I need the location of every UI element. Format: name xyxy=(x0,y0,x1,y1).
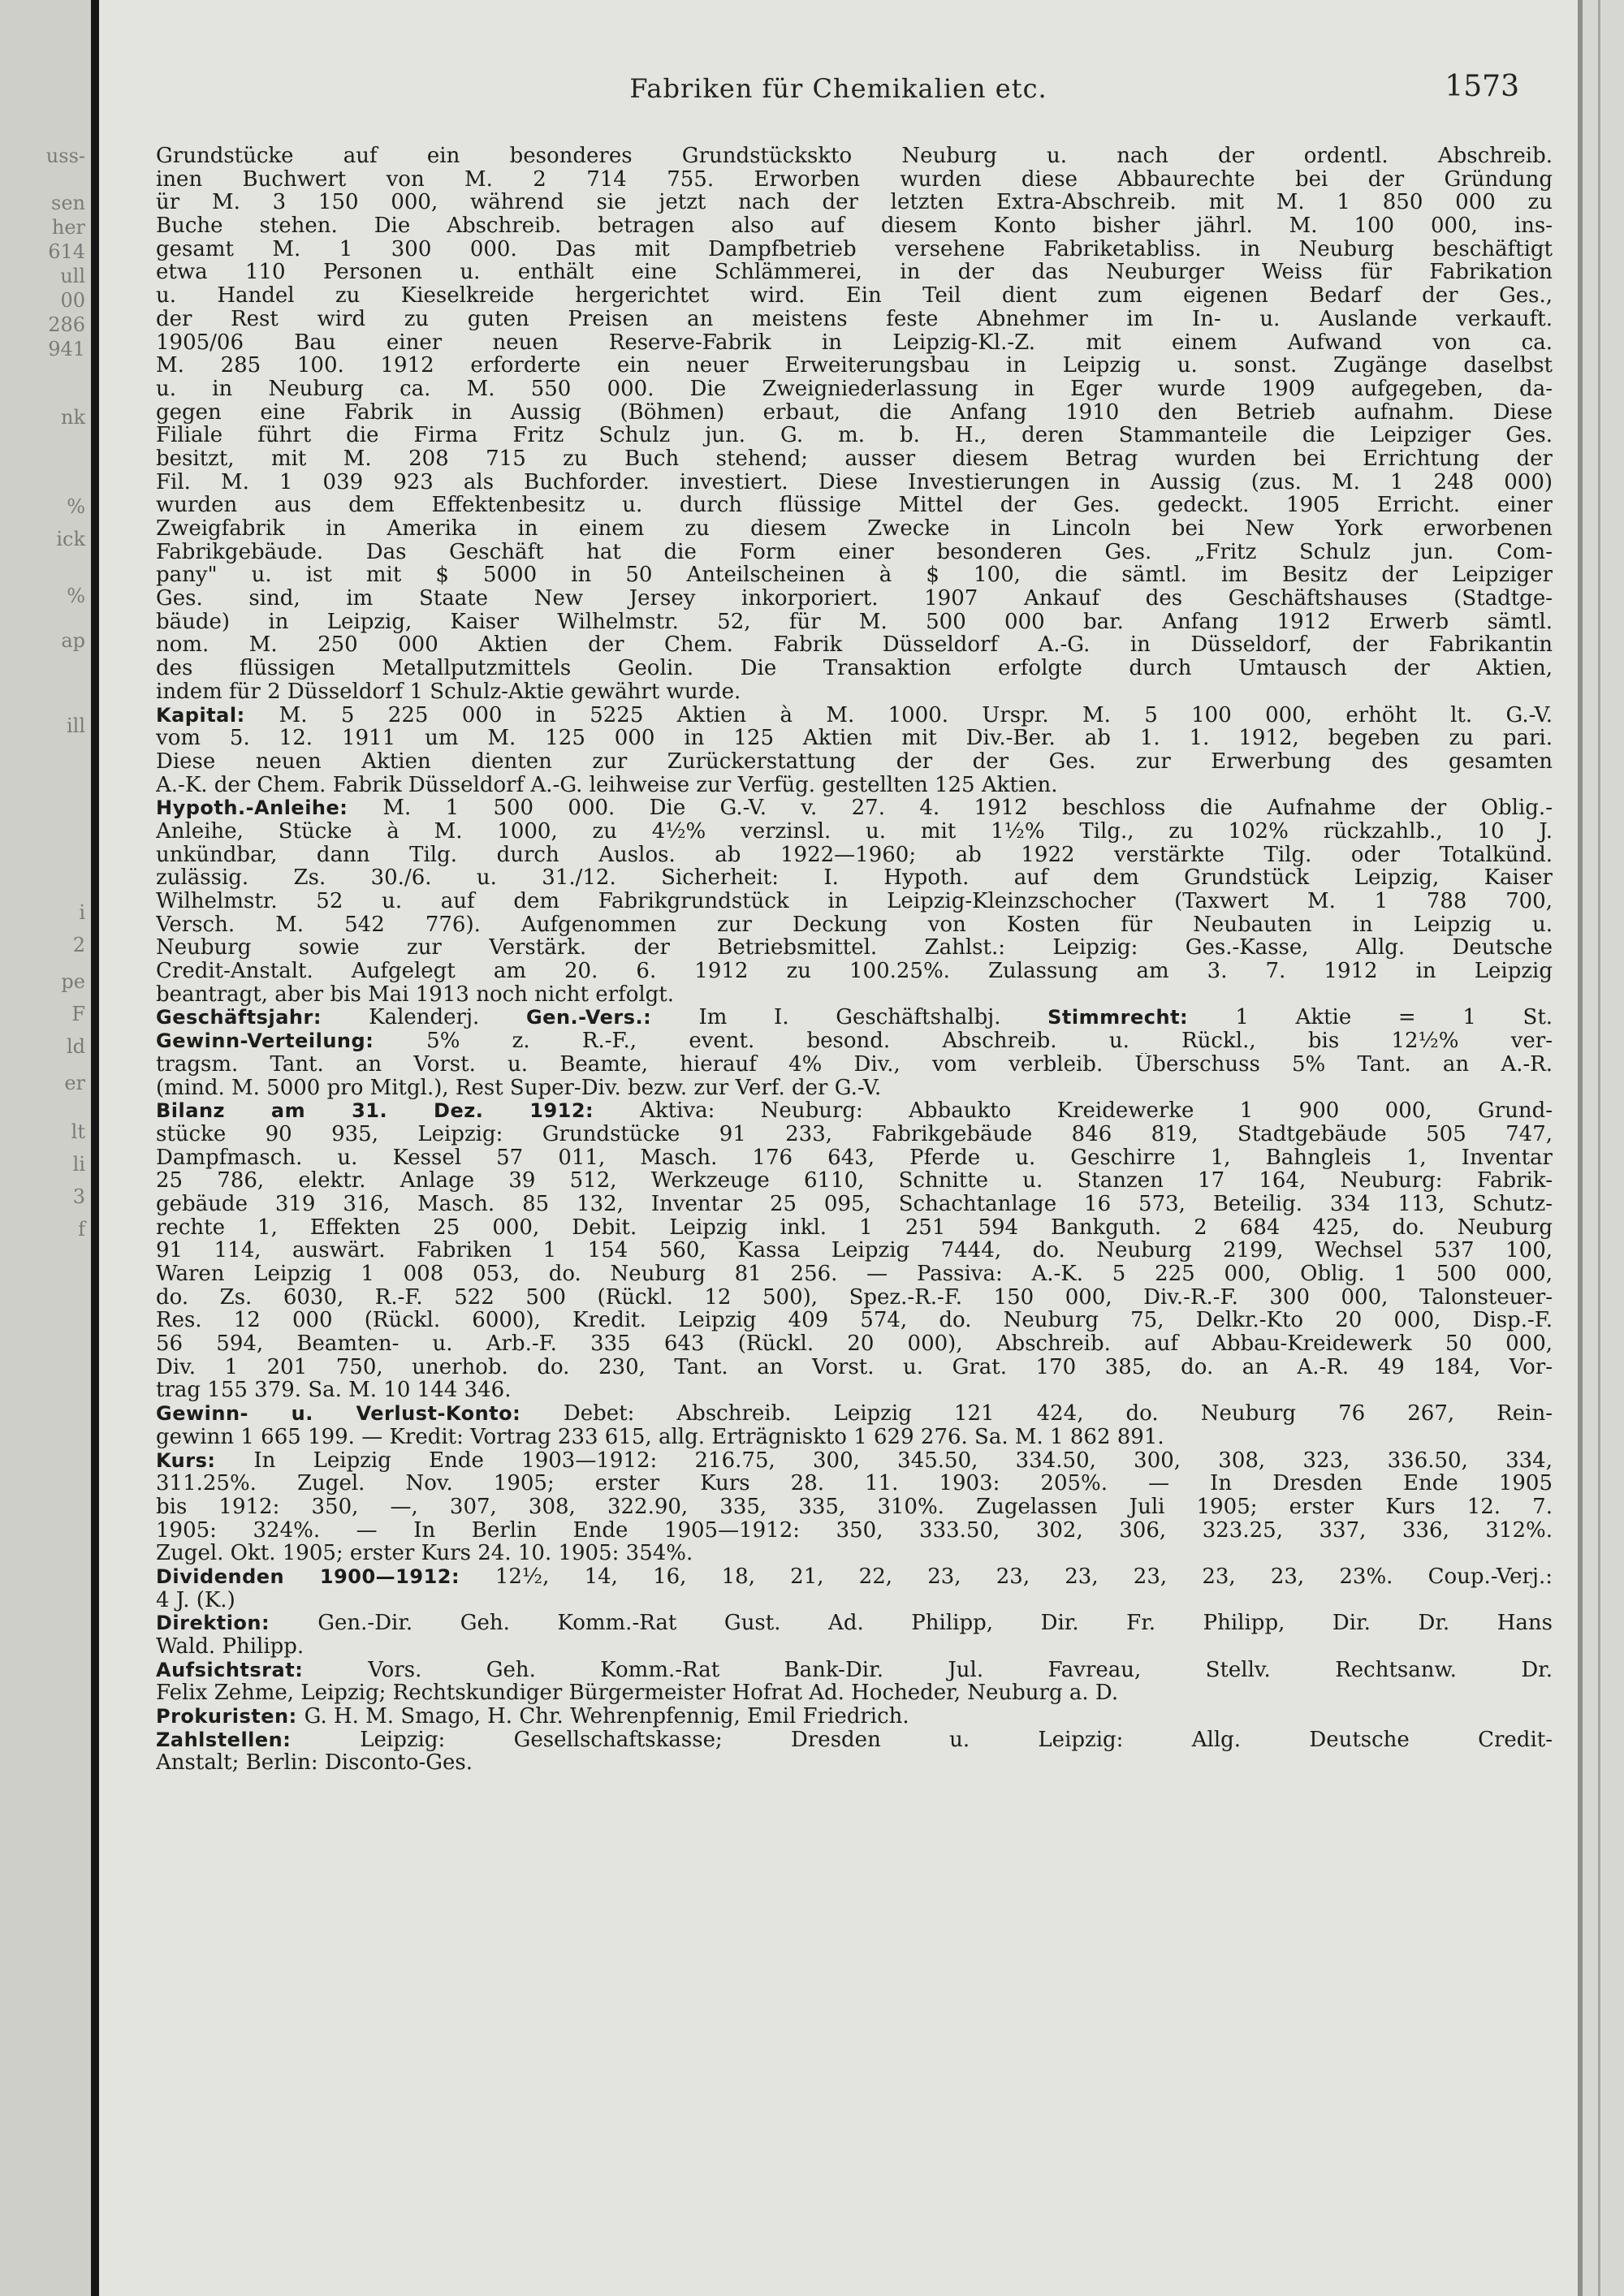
margin-fragment: 286 xyxy=(48,313,85,336)
text-line xyxy=(156,447,1553,471)
text-run: G. H. M. Smago, H. Chr. Wehrenpfennig, Emil Friedrich. xyxy=(304,1705,909,1728)
text-line xyxy=(156,378,1553,401)
text-line xyxy=(156,866,1553,890)
text-run: ür M. 3 150 000, während sie jetzt nach der letzten Extra-Abschreib. mit M. 1 850 000 zu xyxy=(156,191,1553,215)
text-line xyxy=(156,587,1553,611)
text-line xyxy=(156,1332,1553,1356)
text-run: Felix Zehme, Leipzig; Rechtskundiger Bürgermeister Hofrat Ad. Hocheder, Neuburg a. D. xyxy=(156,1681,1119,1706)
text-run: Buche stehen. Die Abschreib. betragen also auf diesem Konto bisher jährl. M. 100 000, ins- xyxy=(156,214,1553,238)
text-run: Div. 1 201 750, unerhob. do. 230, Tant. an Vorst. u. Grat. 170 385, do. an A.-R. 49 184, Vor- xyxy=(156,1355,1553,1379)
text-run: rechte 1, Effekten 25 000, Debit. Leipzig inkl. 1 251 594 Bankguth. 2 684 425, do. Neuburg xyxy=(156,1215,1553,1240)
text-run: 56 594, Beamten- u. Arb.-F. 335 643 (Rückl. 20 000), Abschreib. auf Abbau-Kreidewerk 50 000, xyxy=(156,1332,1553,1356)
text-run: 311.25%. Zugel. Nov. 1905; erster Kurs 28. 11. 1903: 205%. — In Dresden Ende 1905 xyxy=(156,1472,1553,1495)
margin-fragment: i xyxy=(79,901,85,924)
text-line xyxy=(156,936,1553,960)
page-number: 1573 xyxy=(1445,70,1519,103)
section-label: Gen.-Vers.: xyxy=(525,1006,699,1029)
text-line xyxy=(156,1286,1553,1310)
text-run: 25 786, elektr. Anlage 39 512, Werkzeuge 6110, Schnitte u. Stanzen 17 164, Neuburg: Fabrik- xyxy=(156,1169,1553,1193)
text-line xyxy=(156,1123,1553,1146)
text-run: Wilhelmstr. 52 u. auf dem Fabrikgrundstück in Leipzig-Kleinzschocher (Taxwert M. 1 788 700, xyxy=(156,890,1553,913)
text-run: pany" u. ist mit $ 5000 in 50 Anteilscheinen à $ 100, die sämtl. im Besitz der Leipziger xyxy=(156,563,1553,588)
text-run: Vors. Geh. Komm.-Rat Bank-Dir. Jul. Favreau, Stellv. Rechtsanw. Dr. xyxy=(368,1658,1553,1682)
text-run: bäude) in Leipzig, Kaiser Wilhelmstr. 52, für M. 500 000 bar. Anfang 1912 Erwerb sämtl. xyxy=(156,610,1553,634)
text-line xyxy=(156,214,1553,238)
text-run: stücke 90 935, Leipzig: Grundstücke 91 233, Fabrikgebäude 846 819, Stadtgebäude 505 747, xyxy=(156,1122,1553,1146)
text-run: besitzt, mit M. 208 715 zu Buch stehend; ausser diesem Betrag wurden bei Errichtung der xyxy=(156,447,1553,471)
text-line xyxy=(156,796,1553,820)
text-line xyxy=(156,1006,1553,1029)
margin-fragment: her xyxy=(51,216,85,239)
text-run: gesamt M. 1 300 000. Das mit Dampfbetrieb versehene Fabriketabliss. in Neuburg beschäftigt xyxy=(156,237,1553,261)
book-gutter xyxy=(91,0,99,2296)
text-line xyxy=(156,611,1553,634)
text-run: do. Zs. 6030, R.-F. 522 500 (Rückl. 12 500), Spez.-R.-F. 150 000, Div.-R.-F. 300 000, Talonsteuer- xyxy=(156,1285,1553,1310)
text-line xyxy=(156,1216,1553,1240)
text-run: inen Buchwert von M. 2 714 755. Erworben wurden diese Abbaurechte bei der Gründung xyxy=(156,167,1553,192)
text-run: (mind. M. 5000 pro Mitgl.), Rest Super-Div. bezw. zur Verf. der G.-V. xyxy=(156,1076,882,1100)
text-run: nom. M. 250 000 Aktien der Chem. Fabrik Düsseldorf A.-G. in Düsseldorf, der Fabrikantin xyxy=(156,633,1553,658)
margin-fragment: % xyxy=(67,585,85,607)
text-run: 4 J. (K.) xyxy=(156,1588,235,1612)
text-run: Wald. Philipp. xyxy=(156,1635,304,1659)
text-line xyxy=(156,1612,1553,1635)
text-run: In Leipzig Ende 1903—1912: 216.75, 300, 345.50, 334.50, 300, 308, 323, 336.50, 334, xyxy=(253,1448,1553,1473)
margin-fragment: 00 xyxy=(60,289,85,312)
text-line xyxy=(156,704,1553,727)
text-line xyxy=(156,517,1553,541)
text-line xyxy=(156,1099,1553,1123)
section-label: Gewinn- u. Verlust-Konto: xyxy=(156,1402,564,1426)
text-line xyxy=(156,261,1553,284)
text-line xyxy=(156,1053,1553,1077)
text-run: Versch. M. 542 776). Aufgenommen zur Deckung von Kosten für Neubauten in Leipzig u. xyxy=(156,913,1553,937)
margin-fragment: ap xyxy=(61,629,85,652)
text-run: 5% z. R.-F., event. besond. Abschreib. u. Rückl., bis 12½% ver- xyxy=(426,1029,1553,1053)
text-line xyxy=(156,1379,1553,1402)
text-line xyxy=(156,354,1553,378)
text-line xyxy=(156,1402,1553,1426)
text-line xyxy=(156,168,1553,192)
text-run: M. 1 500 000. Die G.-V. v. 27. 4. 1912 beschloss die Aufnahme der Oblig.- xyxy=(382,796,1553,820)
text-run: Neuburg sowie zur Verstärk. der Betriebsmittel. Zahlst.: Leipzig: Ges.-Kasse, Allg. Deutsche xyxy=(156,936,1553,960)
text-line xyxy=(156,1519,1553,1543)
text-run: u. in Neuburg ca. M. 550 000. Die Zweigniederlassung in Eger wurde 1909 aufgegeben, da- xyxy=(156,377,1553,401)
margin-fragment: 941 xyxy=(48,338,85,360)
text-line xyxy=(156,983,1553,1007)
text-line xyxy=(156,541,1553,564)
text-line xyxy=(156,820,1553,844)
text-run: Waren Leipzig 1 008 053, do. Neuburg 81 256. — Passiva: A.-K. 5 225 000, Oblig. 1 500 000, xyxy=(156,1262,1553,1286)
text-line xyxy=(156,1659,1553,1682)
text-line xyxy=(156,727,1553,750)
margin-fragment: pe xyxy=(61,970,85,993)
text-run: M. 5 225 000 in 5225 Aktien à M. 1000. Urspr. M. 5 100 000, erhöht lt. G.-V. xyxy=(279,703,1553,727)
text-run: 1905: 324%. — In Berlin Ende 1905—1912: 350, 333.50, 302, 306, 323.25, 337, 336, 312%. xyxy=(156,1518,1553,1543)
text-line xyxy=(156,633,1553,657)
section-label: Dividenden 1900—1912: xyxy=(156,1564,495,1588)
text-run: Anleihe, Stücke à M. 1000, zu 4½% verzinsl. u. mit 1½% Tilg., zu 102% rückzahlb., 10 J. xyxy=(156,819,1553,844)
margin-fragment: lt xyxy=(71,1120,85,1143)
text-line xyxy=(156,284,1553,308)
text-run: unkündbar, dann Tilg. durch Auslos. ab 1922—1960; ab 1922 verstärkte Tilg. oder Totalkünd. xyxy=(156,843,1553,867)
text-line xyxy=(156,238,1553,261)
section-label: Bilanz am 31. Dez. 1912: xyxy=(156,1099,641,1123)
margin-fragment: 3 xyxy=(72,1185,85,1208)
margin-fragment: 2 xyxy=(72,934,85,956)
text-line xyxy=(156,750,1553,774)
section-label: Geschäftsjahr: xyxy=(156,1006,369,1029)
section-label: Stimmrecht: xyxy=(1047,1006,1236,1029)
right-page-edge xyxy=(1578,0,1583,2296)
text-line xyxy=(156,1356,1553,1379)
text-run: gegen eine Fabrik in Aussig (Böhmen) erbaut, die Anfang 1910 den Betrieb aufnahm. Diese xyxy=(156,400,1553,425)
text-run: wurden aus dem Effektenbesitz u. durch flüssige Mittel der Ges. gedeckt. 1905 Erricht. einer xyxy=(156,494,1553,517)
text-run: gebäude 319 316, Masch. 85 132, Inventar 25 095, Schachtanlage 16 573, Beteilig. 334 113, Schutz- xyxy=(156,1192,1553,1216)
text-line xyxy=(156,913,1553,937)
text-run: Zugel. Okt. 1905; erster Kurs 24. 10. 1905: 354%. xyxy=(156,1542,693,1565)
text-run: 12½, 14, 16, 18, 21, 22, 23, 23, 23, 23, 23, 23, 23%. Coup.-Verj.: xyxy=(495,1564,1553,1589)
text-run: indem für 2 Düsseldorf 1 Schulz-Aktie gewährt wurde. xyxy=(156,680,741,704)
text-run: zulässig. Zs. 30./6. u. 31./12. Sicherheit: I. Hypoth. auf dem Grundstück Leipzig, Kaiser xyxy=(156,866,1553,890)
text-run: beantragt, aber bis Mai 1913 noch nicht erfolgt. xyxy=(156,982,675,1007)
margin-fragment: 614 xyxy=(48,240,85,263)
text-line xyxy=(156,191,1553,214)
text-run: M. 285 100. 1912 erforderte ein neuer Erweiterungsbau in Leipzig u. sonst. Zugänge daselbst xyxy=(156,354,1553,378)
right-page-edge-inner xyxy=(1598,0,1600,2296)
margin-fragment: ull xyxy=(60,265,85,287)
text-line xyxy=(156,1472,1553,1495)
text-run: 91 114, auswärt. Fabriken 1 154 560, Kassa Leipzig 7444, do. Neuburg 2199, Wechsel 537 100, xyxy=(156,1239,1553,1262)
text-run: trag 155 379. Sa. M. 10 144 346. xyxy=(156,1379,512,1403)
text-line xyxy=(156,401,1553,425)
text-line xyxy=(156,331,1553,355)
text-line xyxy=(156,1146,1553,1170)
text-line xyxy=(156,1193,1553,1216)
section-label: Direktion: xyxy=(156,1612,318,1635)
text-line xyxy=(156,1495,1553,1519)
text-line xyxy=(156,1426,1553,1449)
section-label: Hypoth.-Anleihe: xyxy=(156,796,383,820)
margin-fragment: li xyxy=(72,1153,85,1176)
text-run: u. Handel zu Kieselkreide hergerichtet wird. Ein Teil dient zum eigenen Bedarf der Ges., xyxy=(156,284,1553,308)
text-run: vom 5. 12. 1911 um M. 125 000 in 125 Aktien mit Div.-Ber. ab 1. 1. 1912, begeben zu pari. xyxy=(156,727,1553,750)
entry-body xyxy=(156,145,1553,1775)
margin-fragment: F xyxy=(71,1003,85,1025)
text-line xyxy=(156,1239,1553,1262)
text-run: Res. 12 000 (Rückl. 6000), Kredit. Leipzig 409 574, do. Neuburg 75, Delkr.-Kto 20 000, Disp.-F. xyxy=(156,1309,1553,1333)
text-line xyxy=(156,844,1553,867)
text-line xyxy=(156,1077,1553,1100)
text-run: Dampfmasch. u. Kessel 57 011, Masch. 176 643, Pferde u. Geschirre 1, Bahngleis 1, Inventar xyxy=(156,1146,1553,1170)
text-line xyxy=(156,1565,1553,1589)
text-run: Filiale führt die Firma Fritz Schulz jun. G. m. b. H., deren Stammanteile die Leipziger Ges. xyxy=(156,424,1553,447)
text-line xyxy=(156,308,1553,331)
text-line xyxy=(156,1705,1553,1728)
text-run: Fil. M. 1 039 923 als Buchforder. investiert. Diese Investierungen in Aussig (zus. M. 1 248 000) xyxy=(156,470,1553,494)
text-line xyxy=(156,1728,1553,1752)
margin-fragment: er xyxy=(64,1072,85,1094)
text-run: 1 Aktie = 1 St. xyxy=(1235,1006,1553,1030)
margin-fragment: ld xyxy=(66,1035,85,1058)
section-label: Zahlstellen: xyxy=(156,1728,361,1751)
text-line xyxy=(156,1262,1553,1286)
text-line xyxy=(156,1169,1553,1193)
text-run: Diese neuen Aktien dienten zur Zurückerstattung der der Ges. zur Erwerbung des gesamten xyxy=(156,749,1553,774)
text-line xyxy=(156,471,1553,494)
section-label: Kurs: xyxy=(156,1448,254,1472)
text-run: Fabrikgebäude. Das Geschäft hat die Form einer besonderen Ges. „Fritz Schulz jun. Com- xyxy=(156,540,1553,564)
text-line xyxy=(156,774,1553,797)
text-line xyxy=(156,680,1553,704)
text-run: 1905/06 Bau einer neuen Reserve-Fabrik in Leipzig-Kl.-Z. mit einem Aufwand von ca. xyxy=(156,330,1553,355)
text-run: tragsm. Tant. an Vorst. u. Beamte, hierauf 4% Div., vom verbleib. Überschuss 5% Tant. an A.-R. xyxy=(156,1052,1553,1077)
text-line xyxy=(156,1635,1553,1659)
margin-fragment: uss- xyxy=(45,145,85,167)
text-line xyxy=(156,657,1553,680)
text-line xyxy=(156,1029,1553,1053)
text-line xyxy=(156,424,1553,447)
section-label: Gewinn-Verteilung: xyxy=(156,1029,427,1053)
text-run: Gen.-Dir. Geh. Komm.-Rat Gust. Ad. Philipp, Dir. Fr. Philipp, Dir. Dr. Hans xyxy=(317,1612,1553,1635)
margin-fragment: nk xyxy=(61,406,85,429)
text-line xyxy=(156,563,1553,587)
margin-fragment: sen xyxy=(51,192,85,214)
text-run: A.-K. der Chem. Fabrik Düsseldorf A.-G. leihweise zur Verfüg. gestellten 125 Aktien. xyxy=(156,773,1058,797)
text-run: etwa 110 Personen u. enthält eine Schlämmerei, in der das Neuburger Weiss für Fabrikation xyxy=(156,261,1553,285)
text-run: Im I. Geschäftshalbj. xyxy=(698,1006,1048,1030)
text-run: Kalenderj. xyxy=(369,1006,526,1030)
text-run: Anstalt; Berlin: Disconto-Ges. xyxy=(156,1751,473,1776)
section-label: Kapital: xyxy=(156,703,279,727)
margin-fragment: % xyxy=(67,495,85,518)
document-page xyxy=(99,0,1578,2296)
text-run: Grundstücke auf ein besonderes Grundstückskto Neuburg u. nach der ordentl. Abschreib. xyxy=(156,145,1553,168)
text-run: Leipzig: Gesellschaftskasse; Dresden u. Leipzig: Allg. Deutsche Credit- xyxy=(360,1728,1553,1752)
text-line xyxy=(156,960,1553,983)
text-run: Credit-Anstalt. Aufgelegt am 20. 6. 1912 zu 100.25%. Zulassung am 3. 7. 1912 in Leipzig xyxy=(156,960,1553,983)
text-line xyxy=(156,145,1553,168)
left-page-margin xyxy=(0,0,97,2296)
text-line xyxy=(156,1589,1553,1612)
text-line xyxy=(156,1751,1553,1775)
text-line xyxy=(156,890,1553,913)
section-label: Aufsichtsrat: xyxy=(156,1658,369,1681)
text-run: der Rest wird zu guten Preisen an meistens feste Abnehmer im In- u. Auslande verkauft. xyxy=(156,307,1553,331)
text-run: Ges. sind, im Staate New Jersey inkorporiert. 1907 Ankauf des Geschäftshauses (Stadtge- xyxy=(156,587,1553,611)
text-run: Debet: Abschreib. Leipzig 121 424, do. Neuburg 76 267, Rein- xyxy=(563,1402,1553,1426)
text-run: Aktiva: Neuburg: Abbaukto Kreidewerke 1 900 000, Grund- xyxy=(640,1099,1553,1123)
running-header: Fabriken für Chemikalien etc. xyxy=(629,73,1047,104)
text-line xyxy=(156,1309,1553,1332)
margin-fragment: ick xyxy=(56,528,85,550)
margin-fragment: ill xyxy=(66,714,85,737)
text-line xyxy=(156,1681,1553,1705)
text-run: gewinn 1 665 199. — Kredit: Vortrag 233 615, allg. Erträgniskto 1 629 276. Sa. M. 1 862 891. xyxy=(156,1425,1164,1449)
text-line xyxy=(156,1449,1553,1473)
margin-fragment: f xyxy=(78,1218,85,1241)
text-run: bis 1912: 350, —, 307, 308, 322.90, 335, 335, 310%. Zugelassen Juli 1905; erster Kurs 12. 7. xyxy=(156,1495,1553,1519)
text-line xyxy=(156,494,1553,517)
text-run: des flüssigen Metallputzmittels Geolin. Die Transaktion erfolgte durch Umtausch der Aktien, xyxy=(156,657,1553,680)
section-label: Prokuristen: xyxy=(156,1705,304,1728)
text-run: Zweigfabrik in Amerika in einem zu diesem Zwecke in Lincoln bei New York erworbenen xyxy=(156,517,1553,541)
text-line xyxy=(156,1542,1553,1565)
